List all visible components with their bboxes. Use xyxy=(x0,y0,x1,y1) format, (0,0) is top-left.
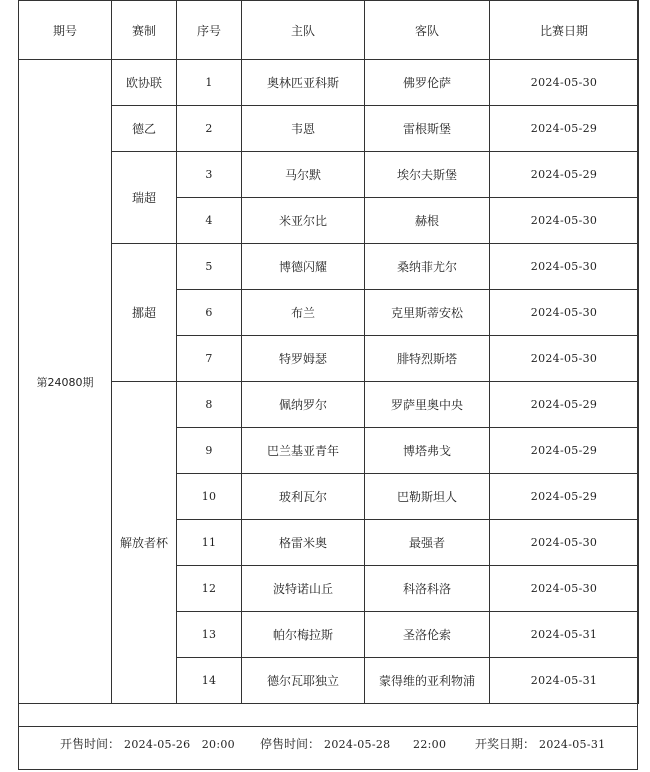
match-date-cell: 2024-05-30 xyxy=(490,290,639,336)
header-seq: 序号 xyxy=(177,1,242,60)
competition-cell: 挪超 xyxy=(112,244,177,382)
sale-start-value: 2024-05-26 20:00 xyxy=(124,738,235,751)
away-team-cell: 最强者 xyxy=(365,520,490,566)
match-date-cell: 2024-05-30 xyxy=(490,198,639,244)
away-team-cell: 圣洛伦索 xyxy=(365,612,490,658)
match-date-cell: 2024-05-29 xyxy=(490,382,639,428)
sale-start-label: 开售时间： xyxy=(60,737,121,751)
seq-cell: 12 xyxy=(177,566,242,612)
match-date-cell: 2024-05-30 xyxy=(490,244,639,290)
seq-cell: 1 xyxy=(177,60,242,106)
away-team-cell: 腓特烈斯塔 xyxy=(365,336,490,382)
seq-cell: 5 xyxy=(177,244,242,290)
home-team-cell: 特罗姆瑟 xyxy=(242,336,365,382)
home-team-cell: 博德闪耀 xyxy=(242,244,365,290)
match-date-cell: 2024-05-31 xyxy=(490,612,639,658)
seq-cell: 6 xyxy=(177,290,242,336)
seq-cell: 14 xyxy=(177,658,242,704)
home-team-cell: 韦恩 xyxy=(242,106,365,152)
table-row xyxy=(19,382,639,428)
table-row xyxy=(19,106,639,152)
draw-date-value: 2024-05-31 xyxy=(539,738,606,751)
seq-cell: 2 xyxy=(177,106,242,152)
away-team-cell: 赫根 xyxy=(365,198,490,244)
header-away: 客队 xyxy=(365,1,490,60)
competition-cell: 德乙 xyxy=(112,106,177,152)
home-team-cell: 马尔默 xyxy=(242,152,365,198)
sale-info-footer xyxy=(18,727,638,757)
competition-cell: 瑞超 xyxy=(112,152,177,244)
header-date: 比赛日期 xyxy=(490,1,639,60)
home-team-cell: 德尔瓦耶独立 xyxy=(242,658,365,704)
seq-cell: 4 xyxy=(177,198,242,244)
header-issue: 期号 xyxy=(19,1,112,60)
header-row xyxy=(19,1,639,60)
away-team-cell: 佛罗伦萨 xyxy=(365,60,490,106)
away-team-cell: 雷根斯堡 xyxy=(365,106,490,152)
away-team-cell: 科洛科洛 xyxy=(365,566,490,612)
sale-start xyxy=(60,735,235,752)
match-date-cell: 2024-05-30 xyxy=(490,520,639,566)
seq-cell: 9 xyxy=(177,428,242,474)
match-schedule-table xyxy=(18,0,639,704)
match-date-cell: 2024-05-30 xyxy=(490,566,639,612)
draw-date xyxy=(475,735,605,752)
seq-cell: 8 xyxy=(177,382,242,428)
match-date-cell: 2024-05-30 xyxy=(490,336,639,382)
away-team-cell: 埃尔夫斯堡 xyxy=(365,152,490,198)
away-team-cell: 巴勒斯坦人 xyxy=(365,474,490,520)
sale-stop-value: 2024-05-28 22:00 xyxy=(324,738,447,751)
match-date-cell: 2024-05-31 xyxy=(490,658,639,704)
competition-cell: 解放者杯 xyxy=(112,382,177,704)
table-row xyxy=(19,244,639,290)
header-home: 主队 xyxy=(242,1,365,60)
schedule-body xyxy=(19,60,639,704)
seq-cell: 3 xyxy=(177,152,242,198)
match-date-cell: 2024-05-29 xyxy=(490,474,639,520)
home-team-cell: 奥林匹亚科斯 xyxy=(242,60,365,106)
away-team-cell: 克里斯蒂安松 xyxy=(365,290,490,336)
seq-cell: 11 xyxy=(177,520,242,566)
sale-stop-label: 停售时间： xyxy=(260,737,321,751)
match-date-cell: 2024-05-29 xyxy=(490,428,639,474)
table-row xyxy=(19,152,639,198)
away-team-cell: 蒙得维的亚利物浦 xyxy=(365,658,490,704)
seq-cell: 13 xyxy=(177,612,242,658)
issue-number: 第24080期 xyxy=(19,60,112,704)
seq-cell: 7 xyxy=(177,336,242,382)
home-team-cell: 米亚尔比 xyxy=(242,198,365,244)
home-team-cell: 格雷米奥 xyxy=(242,520,365,566)
home-team-cell: 佩纳罗尔 xyxy=(242,382,365,428)
match-date-cell: 2024-05-29 xyxy=(490,152,639,198)
match-date-cell: 2024-05-30 xyxy=(490,60,639,106)
home-team-cell: 巴兰基亚青年 xyxy=(242,428,365,474)
match-date-cell: 2024-05-29 xyxy=(490,106,639,152)
table-row xyxy=(19,60,639,106)
home-team-cell: 波特诺山丘 xyxy=(242,566,365,612)
home-team-cell: 布兰 xyxy=(242,290,365,336)
competition-cell: 欧协联 xyxy=(112,60,177,106)
away-team-cell: 博塔弗戈 xyxy=(365,428,490,474)
draw-date-label: 开奖日期： xyxy=(475,737,536,751)
home-team-cell: 帕尔梅拉斯 xyxy=(242,612,365,658)
home-team-cell: 玻利瓦尔 xyxy=(242,474,365,520)
header-competition: 赛制 xyxy=(112,1,177,60)
seq-cell: 10 xyxy=(177,474,242,520)
sale-stop xyxy=(260,735,446,752)
away-team-cell: 罗萨里奥中央 xyxy=(365,382,490,428)
blank-row xyxy=(18,699,638,727)
away-team-cell: 桑纳菲尤尔 xyxy=(365,244,490,290)
